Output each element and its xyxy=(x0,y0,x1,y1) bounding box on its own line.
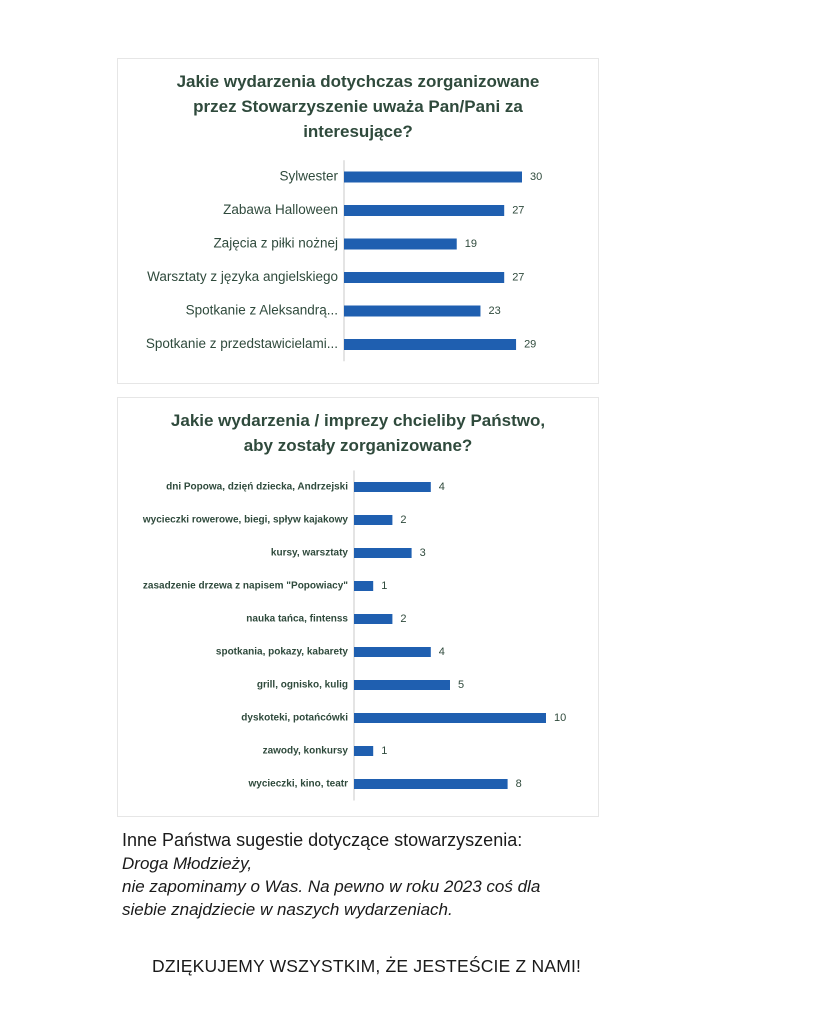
category-label: Spotkanie z przedstawicielami... xyxy=(145,336,338,352)
bar xyxy=(344,205,504,216)
category-label: kursy, warsztaty xyxy=(270,547,348,559)
category-label: dyskoteki, potańcówki xyxy=(241,712,348,724)
bar xyxy=(354,614,392,624)
value-label: 30 xyxy=(530,170,543,183)
value-label: 8 xyxy=(515,777,522,790)
category-label: Spotkanie z Aleksandrą... xyxy=(185,302,338,318)
bar xyxy=(344,272,504,283)
chart-title-line: aby zostały zorganizowane? xyxy=(243,436,473,455)
bar xyxy=(344,239,457,250)
category-label: zawody, konkursy xyxy=(262,745,348,757)
bar xyxy=(354,482,431,492)
chart-title-line: interesujące? xyxy=(303,122,413,141)
bar-chart-past-events xyxy=(118,59,598,383)
category-label: nauka tańca, fintenss xyxy=(246,613,348,625)
category-label: Zabawa Halloween xyxy=(223,202,338,218)
bar xyxy=(344,339,516,350)
value-label: 29 xyxy=(524,338,537,351)
value-label: 1 xyxy=(381,579,388,592)
chart-title-line: przez Stowarzyszenie uważa Pan/Pani za xyxy=(193,97,523,116)
category-label: dni Popowa, dzięń dziecka, Andrzejski xyxy=(166,481,348,493)
value-label: 3 xyxy=(419,546,426,559)
bar xyxy=(354,713,546,723)
bar xyxy=(354,647,431,657)
value-label: 5 xyxy=(458,678,465,691)
value-label: 2 xyxy=(400,513,407,526)
chart-panel-wished-events xyxy=(117,397,599,817)
value-label: 23 xyxy=(488,304,501,317)
suggestions-line: nie zapominamy o Was. Na pewno w roku 2023 coś dla xyxy=(122,877,541,896)
chart-title-line: Jakie wydarzenia dotychczas zorganizowane xyxy=(176,72,540,91)
value-label: 1 xyxy=(381,744,388,757)
bar-chart-wished-events xyxy=(118,398,598,816)
suggestions-line: Droga Młodzieży, xyxy=(122,854,253,873)
value-label: 4 xyxy=(438,480,445,493)
category-label: Sylwester xyxy=(279,168,338,184)
bar xyxy=(354,779,508,789)
bar xyxy=(344,172,522,183)
bar xyxy=(354,680,450,690)
suggestions-section xyxy=(122,828,642,921)
suggestions-heading: Inne Państwa sugestie dotyczące stowarzyszenia: xyxy=(122,830,523,850)
chart-title-line: Jakie wydarzenia / imprezy chcieliby Państwo, xyxy=(170,411,546,430)
category-label: Zajęcia z piłki nożnej xyxy=(213,235,338,251)
value-label: 10 xyxy=(554,711,567,724)
value-label: 4 xyxy=(438,645,445,658)
bar xyxy=(354,746,373,756)
thanks-message: DZIĘKUJEMY WSZYSTKIM, ŻE JESTEŚCIE Z NAMI! xyxy=(152,956,582,976)
bar xyxy=(354,515,392,525)
value-label: 27 xyxy=(512,204,525,217)
category-label: zasadzenie drzewa z napisem "Popowiacy" xyxy=(142,580,348,592)
category-label: Warsztaty z języka angielskiego xyxy=(147,269,338,285)
category-label: wycieczki, kino, teatr xyxy=(248,778,348,790)
value-label: 2 xyxy=(400,612,407,625)
value-label: 19 xyxy=(464,237,477,250)
suggestions-line: siebie znajdziecie w naszych wydarzeniach. xyxy=(122,900,453,919)
bar xyxy=(344,306,480,317)
category-label: wycieczki rowerowe, biegi, spływ kajakowy xyxy=(142,514,348,526)
chart-panel-past-events xyxy=(117,58,599,384)
category-label: grill, ognisko, kulig xyxy=(256,679,348,691)
category-label: spotkania, pokazy, kabarety xyxy=(215,646,348,658)
bar xyxy=(354,548,412,558)
bar xyxy=(354,581,373,591)
value-label: 27 xyxy=(512,271,525,284)
